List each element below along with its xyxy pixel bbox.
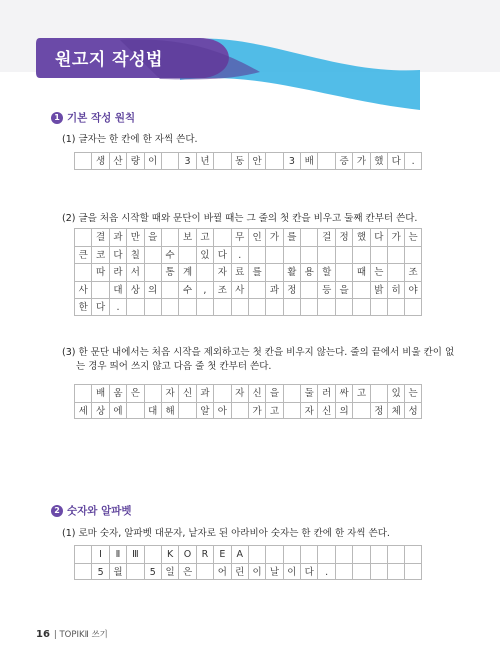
grid-cell: [196, 298, 213, 316]
grid-cell: [161, 298, 178, 316]
grid-cell: 신: [317, 402, 334, 420]
grid-cell: 체: [387, 402, 404, 420]
grid-cell: 는: [404, 384, 421, 402]
grid-cell: [91, 281, 108, 299]
grid-cell: 사: [74, 281, 91, 299]
grid-cell: 가: [265, 228, 282, 246]
grid-cell: 3: [178, 152, 195, 170]
grid-cell: Ⅰ: [91, 545, 108, 563]
grid-cell: 가: [387, 228, 404, 246]
grid-cell: 이: [283, 563, 300, 581]
grid-cell: 조: [213, 281, 230, 299]
grid-cell: [352, 298, 369, 316]
grid-row: [74, 263, 422, 281]
grid-cell: 대: [109, 281, 126, 299]
grid-cell: [265, 545, 282, 563]
grid-cell: [196, 263, 213, 281]
grid-cell: 신: [248, 384, 265, 402]
grid-cell: 용: [300, 263, 317, 281]
grid-cell: 활: [283, 263, 300, 281]
grid-cell: 이: [144, 152, 161, 170]
grid-cell: [161, 228, 178, 246]
grid-cell: [370, 246, 387, 264]
grid-cell: [144, 246, 161, 264]
grid-cell: 결: [91, 228, 108, 246]
grid-cell: 통: [161, 263, 178, 281]
grid-cell: [265, 246, 282, 264]
grid-cell: [317, 545, 334, 563]
grid-cell: [283, 384, 300, 402]
grid-cell: 증: [335, 152, 352, 170]
grid-cell: 인: [248, 228, 265, 246]
grid-cell: 의: [335, 402, 352, 420]
grid-cell: [300, 228, 317, 246]
grid-cell: 3: [283, 152, 300, 170]
grid-cell: 세: [74, 402, 91, 420]
grid-cell: 대: [144, 402, 161, 420]
grid-cell: 움: [109, 384, 126, 402]
grid-1-2: [74, 228, 422, 316]
grid-cell: 다: [109, 246, 126, 264]
grid-cell: 자: [231, 384, 248, 402]
grid-cell: 년: [196, 152, 213, 170]
grid-cell: 보: [178, 228, 195, 246]
grid-cell: [300, 246, 317, 264]
grid-cell: [248, 246, 265, 264]
grid-cell: [335, 263, 352, 281]
grid-cell: 과: [196, 384, 213, 402]
grid-cell: 있: [387, 384, 404, 402]
grid-1-3: [74, 384, 422, 419]
grid-cell: 일: [161, 563, 178, 581]
grid-cell: 라: [109, 263, 126, 281]
grid-cell: [126, 563, 143, 581]
footer-text: | TOPIKⅡ 쓰기: [53, 630, 108, 640]
grid-cell: [387, 246, 404, 264]
grid-cell: .: [317, 563, 334, 581]
grid-cell: 료: [231, 263, 248, 281]
grid-cell: [74, 545, 91, 563]
grid-cell: [352, 563, 369, 581]
grid-cell: [126, 402, 143, 420]
grid-cell: .: [231, 246, 248, 264]
grid-cell: 히: [387, 281, 404, 299]
grid-cell: [404, 563, 421, 581]
grid-cell: 한: [74, 298, 91, 316]
grid-cell: 생: [91, 152, 108, 170]
grid-row: [74, 152, 422, 170]
grid-cell: 가: [352, 152, 369, 170]
grid-cell: [404, 298, 421, 316]
grid-cell: 을: [335, 281, 352, 299]
grid-cell: [248, 545, 265, 563]
grid-cell: 동: [231, 152, 248, 170]
grid-row: [74, 563, 422, 581]
grid-cell: [126, 298, 143, 316]
grid-cell: [300, 545, 317, 563]
grid-cell: 해: [161, 402, 178, 420]
rule-2-1-label: (1) 로마 숫자, 알파벳 대문자, 낱자로 된 아라비아 숫자는 한 칸에 한 자씩 쓴다.: [62, 528, 390, 539]
grid-cell: 신: [178, 384, 195, 402]
grid-cell: [74, 384, 91, 402]
grid-cell: 린: [231, 563, 248, 581]
grid-cell: 어: [213, 563, 230, 581]
grid-cell: Ⅱ: [109, 545, 126, 563]
grid-cell: [265, 263, 282, 281]
grid-cell: 월: [109, 563, 126, 581]
grid-cell: 을: [144, 228, 161, 246]
grid-cell: [213, 228, 230, 246]
grid-cell: [404, 545, 421, 563]
grid-cell: 에: [109, 402, 126, 420]
grid-cell: 만: [126, 228, 143, 246]
grid-cell: [335, 563, 352, 581]
grid-cell: 싸: [335, 384, 352, 402]
grid-cell: [213, 384, 230, 402]
grid-cell: 상: [126, 281, 143, 299]
grid-cell: 러: [317, 384, 334, 402]
grid-cell: 다: [387, 152, 404, 170]
grid-cell: 안: [248, 152, 265, 170]
rule-1-3-label-line2: 는 경우 띄어 쓰지 않고 다음 줄 첫 칸부터 쓴다.: [76, 361, 272, 372]
grid-cell: [74, 263, 91, 281]
grid-cell: [335, 246, 352, 264]
grid-cell: 수: [178, 281, 195, 299]
grid-row: [74, 298, 422, 316]
grid-cell: [317, 246, 334, 264]
grid-cell: [283, 246, 300, 264]
grid-cell: 은: [126, 384, 143, 402]
grid-cell: A: [231, 545, 248, 563]
grid-cell: [370, 384, 387, 402]
grid-cell: [335, 545, 352, 563]
grid-cell: 있: [196, 246, 213, 264]
grid-cell: [352, 281, 369, 299]
grid-cell: 할: [317, 263, 334, 281]
grid-cell: 를: [248, 263, 265, 281]
grid-cell: [74, 152, 91, 170]
grid-cell: 조: [404, 263, 421, 281]
grid-cell: 고: [265, 402, 282, 420]
grid-cell: [213, 298, 230, 316]
grid-cell: [300, 281, 317, 299]
grid-cell: 이: [248, 563, 265, 581]
grid-row: [74, 246, 422, 264]
grid-cell: .: [404, 152, 421, 170]
grid-cell: R: [196, 545, 213, 563]
grid-cell: [74, 563, 91, 581]
grid-cell: [265, 298, 282, 316]
grid-cell: 계: [178, 263, 195, 281]
grid-cell: [161, 281, 178, 299]
grid-cell: 다: [370, 228, 387, 246]
grid-cell: [283, 402, 300, 420]
grid-cell: 정: [335, 228, 352, 246]
grid-cell: 알: [196, 402, 213, 420]
grid-row: [74, 402, 422, 420]
grid-cell: 무: [231, 228, 248, 246]
page-footer: [36, 628, 108, 640]
grid-cell: 밝: [370, 281, 387, 299]
grid-cell: [352, 246, 369, 264]
grid-cell: 과: [265, 281, 282, 299]
grid-cell: [370, 298, 387, 316]
grid-cell: Ⅲ: [126, 545, 143, 563]
grid-cell: 때: [352, 263, 369, 281]
grid-cell: [74, 228, 91, 246]
grid-cell: [144, 384, 161, 402]
grid-cell: [370, 545, 387, 563]
grid-cell: [335, 298, 352, 316]
grid-cell: 했: [370, 152, 387, 170]
grid-cell: [248, 298, 265, 316]
grid-row: [74, 384, 422, 402]
grid-cell: [178, 298, 195, 316]
section-2-heading: [51, 504, 132, 518]
grid-cell: [178, 246, 195, 264]
grid-cell: 수: [161, 246, 178, 264]
grid-cell: 는: [404, 228, 421, 246]
grid-cell: O: [178, 545, 195, 563]
grid-cell: [317, 298, 334, 316]
grid-cell: 은: [178, 563, 195, 581]
grid-cell: [387, 545, 404, 563]
section-2-title: 숫자와 알파벳: [67, 505, 132, 517]
grid-cell: 날: [265, 563, 282, 581]
grid-cell: 다: [213, 246, 230, 264]
grid-cell: 의: [144, 281, 161, 299]
grid-cell: [231, 298, 248, 316]
grid-cell: 정: [283, 281, 300, 299]
grid-cell: .: [109, 298, 126, 316]
grid-cell: [178, 402, 195, 420]
grid-cell: 를: [283, 228, 300, 246]
grid-cell: 다: [91, 298, 108, 316]
grid-cell: ,: [196, 281, 213, 299]
grid-cell: 상: [91, 402, 108, 420]
grid-row: [74, 281, 422, 299]
grid-cell: 고: [352, 384, 369, 402]
grid-cell: 과: [109, 228, 126, 246]
grid-cell: [283, 545, 300, 563]
grid-row: [74, 545, 422, 563]
grid-cell: [213, 152, 230, 170]
grid-cell: 량: [126, 152, 143, 170]
grid-cell: 코: [91, 246, 108, 264]
grid-cell: [387, 298, 404, 316]
grid-cell: [196, 563, 213, 581]
grid-cell: 성: [404, 402, 421, 420]
grid-cell: 자: [213, 263, 230, 281]
grid-cell: [370, 563, 387, 581]
grid-cell: [387, 263, 404, 281]
grid-cell: 고: [196, 228, 213, 246]
rule-1-1-label: (1) 글자는 한 칸에 한 자씩 쓴다.: [62, 134, 198, 145]
grid-2-1: [74, 545, 422, 580]
grid-cell: [231, 402, 248, 420]
grid-cell: 배: [91, 384, 108, 402]
grid-cell: 아: [213, 402, 230, 420]
grid-cell: 정: [370, 402, 387, 420]
grid-cell: 자: [300, 402, 317, 420]
section-2-number: 2: [51, 505, 63, 517]
grid-cell: 했: [352, 228, 369, 246]
grid-cell: [265, 152, 282, 170]
grid-cell: [352, 402, 369, 420]
grid-cell: 5: [91, 563, 108, 581]
page-number: 16: [36, 629, 50, 640]
grid-cell: 둘: [300, 384, 317, 402]
grid-cell: [317, 152, 334, 170]
grid-cell: 사: [231, 281, 248, 299]
grid-cell: [248, 281, 265, 299]
grid-cell: 배: [300, 152, 317, 170]
rule-1-3-label-line1: (3) 한 문단 내에서는 처음 시작을 제외하고는 첫 칸을 비우지 않는다. 줄의 끝에서 비울 칸이 없: [62, 347, 455, 358]
grid-cell: 등: [317, 281, 334, 299]
grid-cell: [300, 298, 317, 316]
grid-cell: [144, 263, 161, 281]
grid-cell: 을: [265, 384, 282, 402]
grid-1-1: [74, 152, 422, 170]
grid-cell: 따: [91, 263, 108, 281]
grid-cell: [387, 563, 404, 581]
grid-cell: 서: [126, 263, 143, 281]
grid-cell: 큰: [74, 246, 91, 264]
grid-cell: [404, 246, 421, 264]
grid-cell: 다: [300, 563, 317, 581]
grid-cell: 는: [370, 263, 387, 281]
section-1-heading: [51, 111, 135, 125]
grid-cell: [283, 298, 300, 316]
grid-cell: 칠: [126, 246, 143, 264]
section-1-title: 기본 작성 원칙: [67, 112, 136, 124]
section-1-number: 1: [51, 112, 63, 124]
grid-cell: 산: [109, 152, 126, 170]
grid-cell: 걸: [317, 228, 334, 246]
grid-cell: 자: [161, 384, 178, 402]
grid-cell: K: [161, 545, 178, 563]
rule-1-2-label: (2) 글을 처음 시작할 때와 문단이 바뀔 때는 그 줄의 첫 칸을 비우고 둘째 칸부터 쓴다.: [62, 213, 418, 224]
grid-cell: [144, 298, 161, 316]
grid-cell: 가: [248, 402, 265, 420]
grid-cell: [352, 545, 369, 563]
grid-row: [74, 228, 422, 246]
grid-cell: 야: [404, 281, 421, 299]
grid-cell: [144, 545, 161, 563]
grid-cell: E: [213, 545, 230, 563]
grid-cell: 5: [144, 563, 161, 581]
page-title: 원고지 작성법: [55, 50, 163, 70]
grid-cell: [161, 152, 178, 170]
